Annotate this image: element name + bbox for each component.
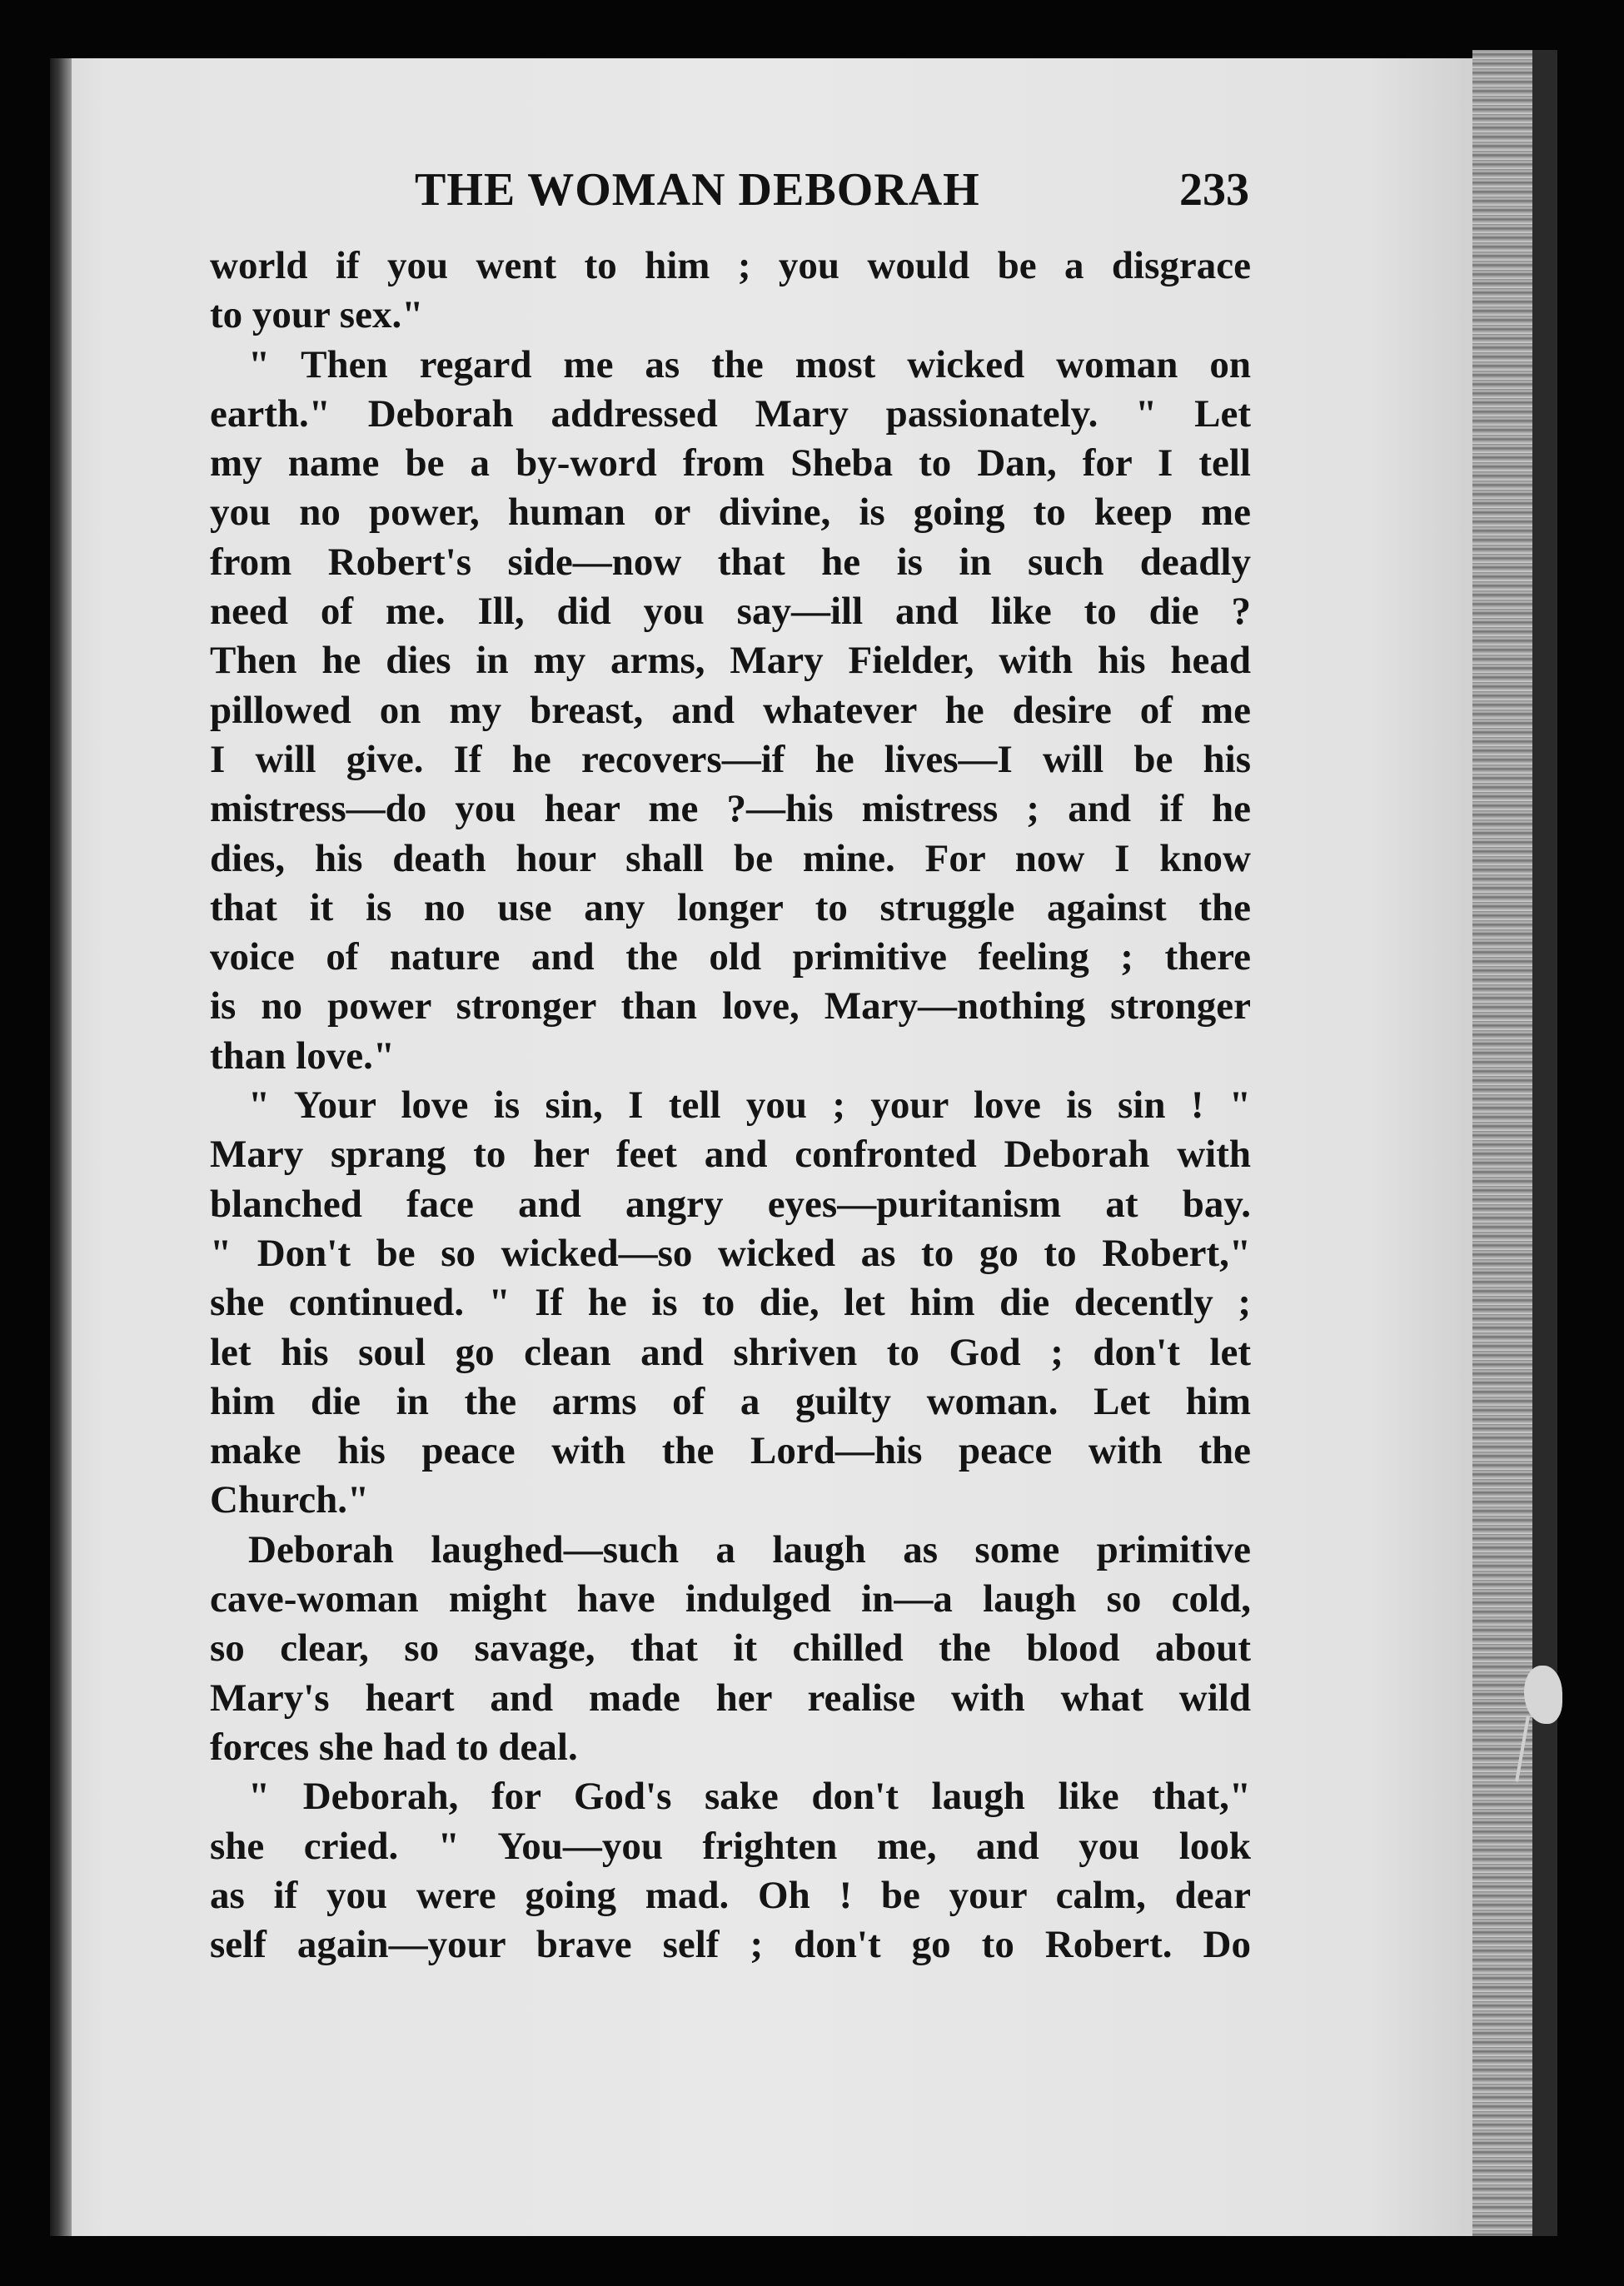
text-line: him die in the arms of a guilty woman. Let him: [210, 1379, 1251, 1423]
text-line: from Robert's side—now that he is in such deadly: [210, 540, 1251, 584]
text-line: my name be a by-word from Sheba to Dan, for I tell: [210, 441, 1251, 486]
text-line: need of me. Ill, did you say—ill and like to die ?: [210, 590, 1251, 634]
text-line: earth." Deborah addressed Mary passionately. " Let: [210, 391, 1251, 436]
text-line: blanched face and angry eyes—puritanism at bay.: [210, 1182, 1251, 1226]
book-gutter: [50, 58, 72, 2236]
text-line: cave-woman might have indulged in—a laugh so cold,: [210, 1577, 1251, 1621]
text-line: is no power stronger than love, Mary—nothing stronger: [210, 984, 1251, 1028]
page-edges: [1472, 50, 1532, 2236]
text-line: to your sex.": [210, 293, 424, 337]
text-line: " Then regard me as the most wicked woman on: [248, 342, 1251, 386]
text-line: world if you went to him ; you would be a disgrace: [210, 244, 1251, 287]
text-line: " Deborah, for God's sake don't laugh like that,": [248, 1775, 1251, 1819]
text-line: she continued. " If he is to die, let him die decently ;: [210, 1281, 1251, 1325]
running-header: [208, 163, 1249, 230]
text-line: " Don't be so wicked—so wicked as to go to Robert,": [210, 1231, 1251, 1275]
text-line: make his peace with the Lord—his peace with the: [210, 1429, 1251, 1473]
text-line: forces she had to deal.: [210, 1725, 578, 1769]
text-line: she cried. " You—you frighten me, and you look: [210, 1824, 1251, 1868]
text-line: pillowed on my breast, and whatever he desire of me: [210, 688, 1251, 732]
book-cover-edge: [1532, 50, 1557, 2236]
text-line: that it is no use any longer to struggle against the: [210, 885, 1251, 929]
text-line: as if you were going mad. Oh ! be your calm, dear: [210, 1873, 1251, 1917]
body-text: [210, 242, 1251, 1970]
text-line: " Your love is sin, I tell you ; your love is sin ! ": [248, 1083, 1251, 1128]
text-line: Then he dies in my arms, Mary Fielder, with his head: [210, 639, 1251, 683]
text-line: voice of nature and the old primitive feeling ; there: [210, 935, 1251, 979]
text-line: mistress—do you hear me ?—his mistress ; and if he: [210, 787, 1251, 831]
text-line: than love.": [210, 1033, 395, 1078]
text-line: so clear, so savage, that it chilled the blood about: [210, 1626, 1251, 1671]
text-line: Deborah laughed—such a laugh as some primitive: [248, 1527, 1251, 1571]
text-line: Church.": [210, 1478, 370, 1522]
text-line: dies, his death hour shall be mine. For now I know: [210, 836, 1251, 880]
text-line: I will give. If he recovers—if he lives—I will be his: [210, 737, 1251, 781]
running-title: THE WOMAN DEBORAH: [415, 164, 980, 216]
page-number: 233: [1179, 164, 1249, 216]
text-line: let his soul go clean and shriven to God ; don't let: [210, 1330, 1251, 1374]
text-line: self again—your brave self ; don't go to Robert. Do: [210, 1923, 1251, 1967]
text-line: Mary sprang to her feet and confronted Deborah with: [210, 1133, 1251, 1177]
text-line: Mary's heart and made her realise with what wild: [210, 1676, 1251, 1720]
text-line: you no power, human or divine, is going to keep me: [210, 491, 1251, 535]
